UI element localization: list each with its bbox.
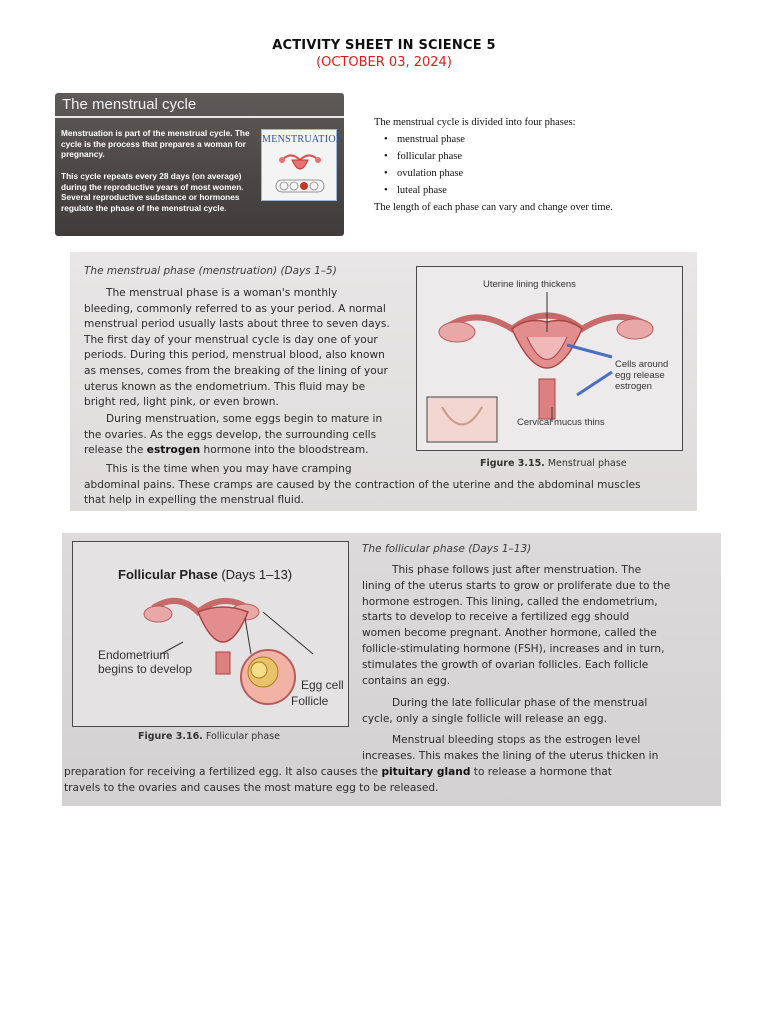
text-line: that help in expelling the menstrual fluid. [84, 494, 304, 507]
figure-3-16 [72, 541, 349, 727]
text-line: menstrual period usually lasts about three to seven days. [84, 318, 390, 331]
menstruation-illustration [261, 129, 344, 201]
text-line: follicle-stimulating hormone (FSH), increases and in turn, [362, 642, 665, 655]
text-line: starts to develop to receive a fertilized egg should [362, 611, 630, 624]
sheet-title: ACTIVITY SHEET IN SCIENCE 5 [272, 38, 496, 53]
slide-title: The menstrual cycle [62, 96, 197, 113]
phase-item: • luteal phase [384, 182, 674, 199]
phase-item: • menstrual phase [384, 131, 674, 148]
text-line: cycle, only a single follicle will release an egg. [362, 712, 607, 725]
label-endometrium: Endometrium begins to develop [98, 648, 193, 676]
phases-section [374, 114, 674, 216]
menstrual-phase-heading: The menstrual phase (menstruation) (Days 1–5) [84, 265, 337, 277]
figure-3-16-title: Follicular Phase (Days 1–13) [118, 567, 293, 582]
label-cervical-mucus: Cervical mucus thins [517, 417, 605, 428]
follicular-phase-paragraph-2 [362, 696, 712, 728]
menstrual-phase-paragraph-3 [84, 462, 694, 509]
menstrual-cycle-slide [55, 93, 344, 236]
label-egg-cell: Egg cell [301, 678, 344, 692]
text-line: women become pregnant. Another hormone, called the [362, 627, 657, 640]
text-line: The menstrual phase is a woman's monthly [106, 287, 338, 299]
text-line: During the late follicular phase of the menstrual [392, 697, 648, 709]
slide-divider [55, 116, 344, 118]
text-line: stimulates the growth of ovarian follicles. Each follicle [362, 658, 649, 671]
text-line: lining of the uterus starts to grow or proliferate due to the [362, 579, 671, 592]
phases-note: The length of each phase can vary and change over time. [374, 202, 613, 213]
text-line: contains an egg. [362, 674, 451, 687]
text-line: the ovaries. As the eggs develop, the surrounding cells [84, 428, 377, 441]
follicular-phase-scan [62, 533, 721, 806]
follicular-phase-paragraph-1 [362, 563, 712, 689]
figure-3-15 [416, 266, 683, 451]
menstrual-phase-paragraph-2 [84, 412, 404, 459]
illustration-word: MENSTRUATION [262, 134, 344, 145]
text-line: This is the time when you may have cramping [106, 463, 352, 475]
follicular-phase-paragraph-3b [64, 765, 714, 797]
menstrual-phase-paragraph-1 [84, 286, 404, 411]
text-line: periods. During this period, menstrual blood, also known [84, 349, 385, 362]
text-line: release the estrogen hormone into the bloodstream. [84, 444, 369, 457]
label-follicle: Follicle [291, 694, 329, 708]
text-line: hormone estrogen. This lining, called the endometrium, [362, 595, 658, 608]
sheet-date: (OCTOBER 03, 2024) [316, 55, 452, 70]
text-line: abdominal pains. These cramps are caused by the contraction of the uterine and the abdominal muscles [84, 478, 641, 491]
label-uterine-lining: Uterine lining thickens [483, 279, 576, 290]
uterus-icon [262, 130, 344, 202]
text-line: increases. This makes the lining of the uterus thicken in [362, 749, 659, 762]
phases-intro: The menstrual cycle is divided into four phases: [374, 117, 576, 128]
text-line: bleeding, commonly referred to as your period. A normal [84, 302, 386, 315]
phase-item: • ovulation phase [384, 165, 674, 182]
text-line: The first day of your menstrual cycle is day one of your [84, 333, 378, 346]
slide-paragraph-2: This cycle repeats every 28 days (on average) during the reproductive years of most women. Several reproductive substance or hormones regulate the phase of the menstrual cycle. [61, 171, 244, 213]
phase-item: • follicular phase [384, 148, 674, 165]
text-line: bright red, light pink, or even brown. [84, 396, 279, 409]
follicular-phase-paragraph-3a [362, 733, 712, 765]
follicular-phase-heading: The follicular phase (Days 1–13) [362, 543, 532, 555]
text-line: as menses, comes from the breaking of the lining of your [84, 364, 388, 377]
figure-3-16-caption: Figure 3.16. Follicular phase [138, 731, 280, 742]
text-line: This phase follows just after menstruation. The [392, 564, 642, 576]
text-line: uterus known as the endometrium. This fluid may be [84, 380, 366, 393]
text-line: Menstrual bleeding stops as the estrogen level [392, 734, 641, 746]
phases-list [384, 131, 674, 199]
text-line: preparation for receiving a fertilized egg. It also causes the pituitary gland to release a hormone that [64, 766, 612, 778]
text-line: travels to the ovaries and causes the most mature egg to be released. [64, 781, 439, 794]
label-cells-estrogen: Cells around egg release estrogen [615, 359, 669, 392]
menstrual-phase-scan [70, 252, 697, 511]
figure-3-15-caption: Figure 3.15. Menstrual phase [480, 458, 627, 469]
slide-paragraph-1: Menstruation is part of the menstrual cycle. The cycle is the process that prepares a woman for pregnancy. [61, 128, 250, 160]
text-line: During menstruation, some eggs begin to mature in [106, 413, 383, 425]
